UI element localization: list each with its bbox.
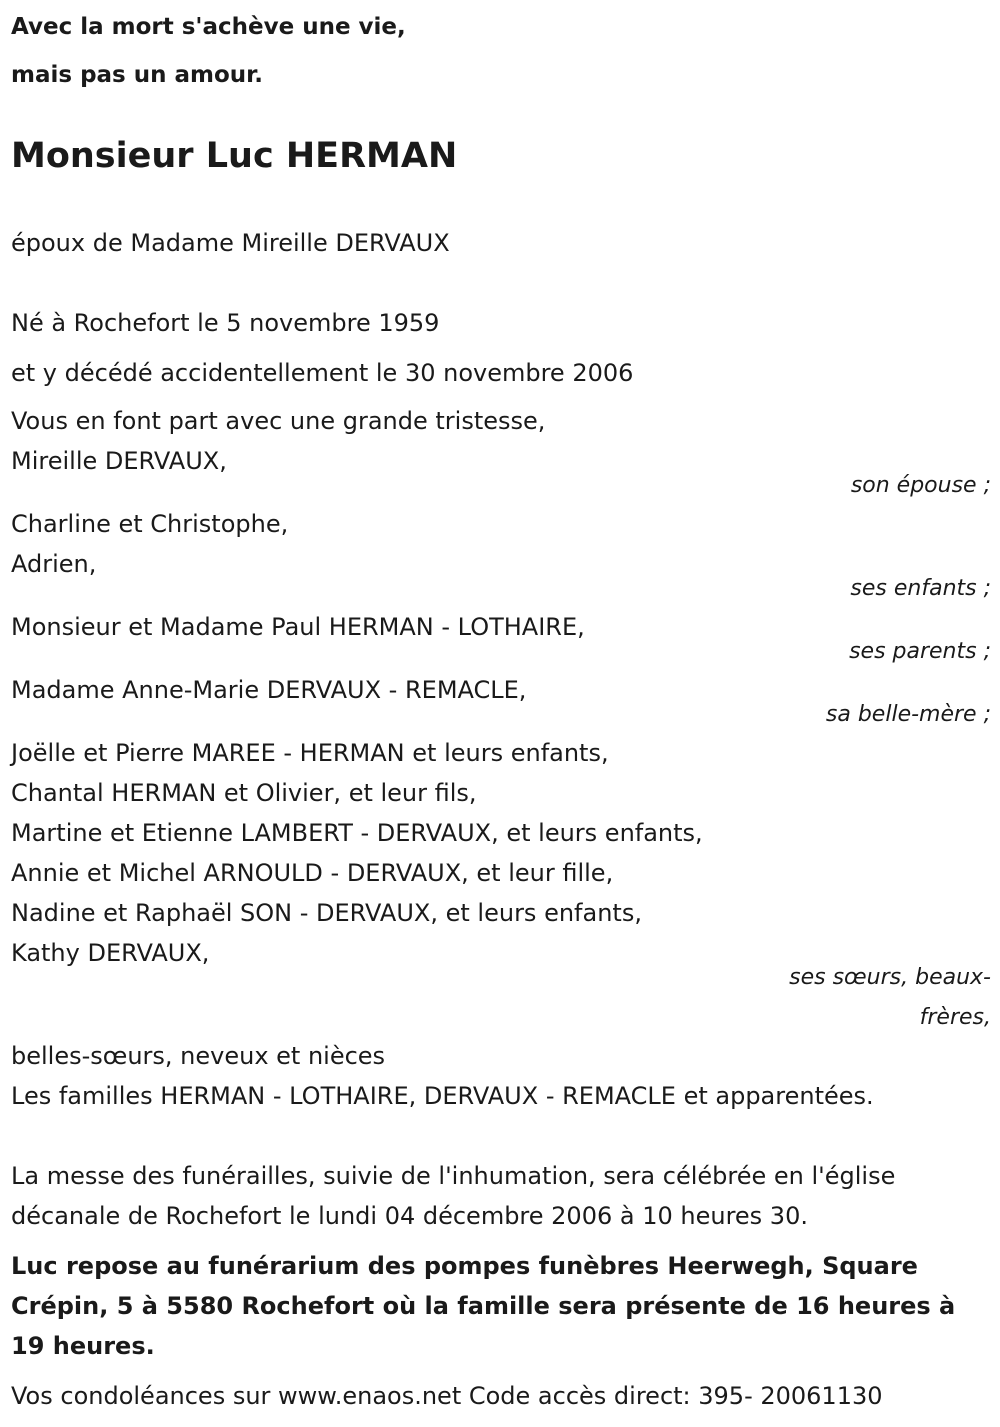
child-line-2: Adrien, [11,550,97,578]
siblings-role-line-2: frères, [919,1005,991,1030]
sibling-line: Martine et Etienne LAMBERT - DERVAUX, et leurs enfants, [11,819,703,847]
spouse-name: Mireille DERVAUX, [11,447,227,475]
ceremony-line-1: La messe des funérailles, suivie de l'inhumation, sera célébrée en l'église [11,1162,896,1190]
sibling-line: Annie et Michel ARNOULD - DERVAUX, et leur fille, [11,859,614,887]
siblings-role-line-1: ses sœurs, beaux- [789,965,991,990]
funeral-home-line-1: Luc repose au funérarium des pompes funèbres Heerwegh, Square [11,1252,918,1280]
announcement-intro: Vous en font part avec une grande tristesse, [11,407,546,435]
mother-in-law-role: sa belle-mère ; [825,702,991,727]
extended-family-line: belles-sœurs, neveux et nièces [11,1042,386,1070]
death-line: et y décédé accidentellement le 30 novembre 2006 [11,359,634,387]
sibling-line: Chantal HERMAN et Olivier, et leur fils, [11,779,477,807]
parents-role: ses parents ; [849,639,991,664]
children-role: ses enfants ; [850,576,991,601]
deceased-name: Monsieur Luc HERMAN [11,136,458,176]
sibling-line: Joëlle et Pierre MAREE - HERMAN et leurs enfants, [11,739,609,767]
sibling-line: Nadine et Raphaël SON - DERVAUX, et leurs enfants, [11,899,642,927]
child-line-1: Charline et Christophe, [11,510,289,538]
spouse-line: époux de Madame Mireille DERVAUX [11,229,450,257]
funeral-home-line-2: Crépin, 5 à 5580 Rochefort où la famille sera présente de 16 heures à [11,1292,956,1320]
birth-line: Né à Rochefort le 5 novembre 1959 [11,309,440,337]
epigraph-line-1: Avec la mort s'achève une vie, [11,14,406,40]
families-line: Les familles HERMAN - LOTHAIRE, DERVAUX - REMACLE et apparentées. [11,1082,874,1110]
mother-in-law-line: Madame Anne-Marie DERVAUX - REMACLE, [11,676,527,704]
parents-line: Monsieur et Madame Paul HERMAN - LOTHAIRE, [11,613,585,641]
ceremony-line-2: décanale de Rochefort le lundi 04 décembre 2006 à 10 heures 30. [11,1202,808,1230]
condolences-line: Vos condoléances sur www.enaos.net Code accès direct: 395- 20061130 [11,1382,883,1410]
funeral-home-line-3: 19 heures. [11,1332,155,1360]
spouse-role: son épouse ; [850,473,991,498]
sibling-line: Kathy DERVAUX, [11,939,210,967]
epigraph-line-2: mais pas un amour. [11,62,263,88]
